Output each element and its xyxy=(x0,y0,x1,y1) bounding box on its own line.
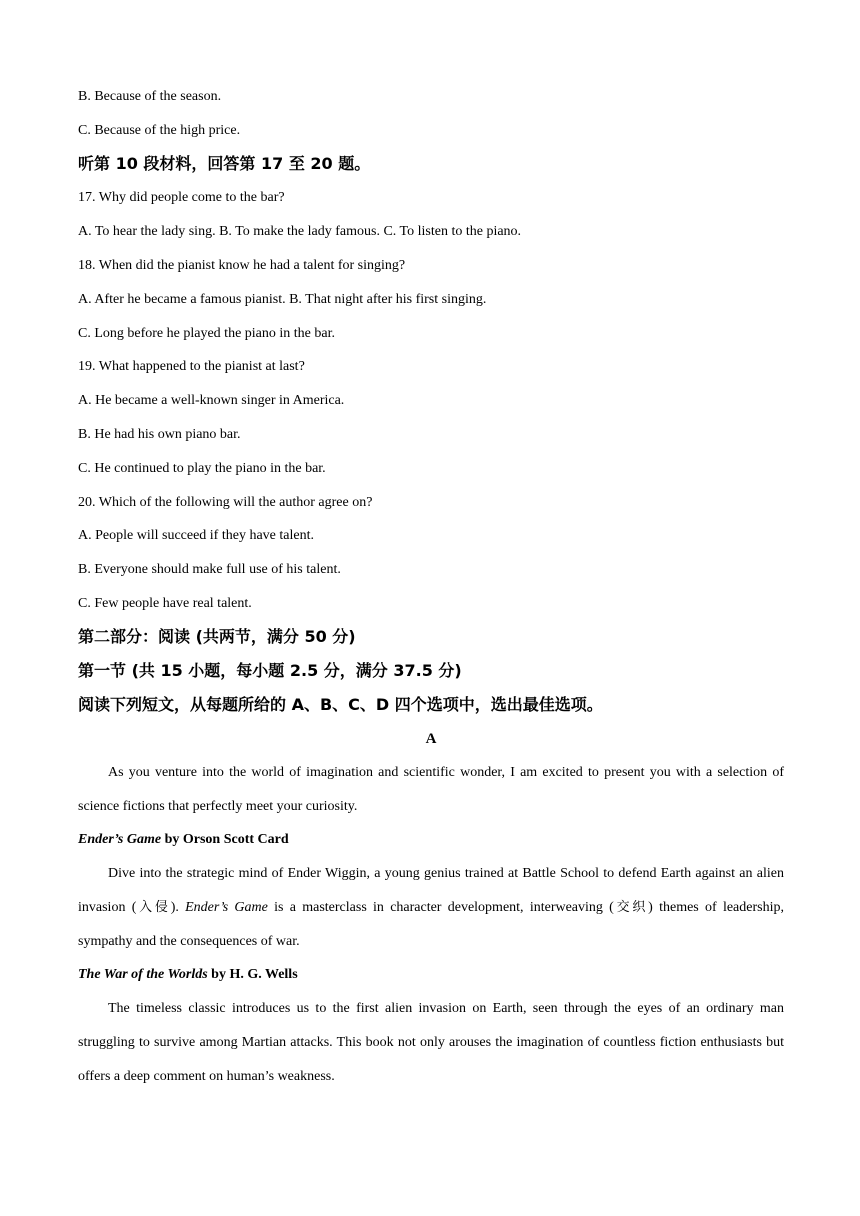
question-19: 19. What happened to the pianist at last? xyxy=(78,359,305,374)
book2-title: The War of the Worlds xyxy=(78,967,208,982)
book1-gloss-invasion: 入侵 xyxy=(136,900,171,915)
question-18-options-ab: A. After he became a famous pianist. B. That night after his first singing. xyxy=(78,292,487,307)
book2-author: by H. G. Wells xyxy=(207,967,298,982)
question-18-option-c: C. Long before he played the piano in the bar. xyxy=(78,326,335,341)
passage-label: A xyxy=(425,731,437,747)
book2-heading xyxy=(78,966,298,984)
part2-heading: 第二部分：阅读 (共两节，满分 50 分) xyxy=(78,627,356,646)
question-19-option-c: C. He continued to play the piano in the bar. xyxy=(78,461,326,476)
question-20-option-a: A. People will succeed if they have talent. xyxy=(78,528,314,543)
book1-desc-part2: ). xyxy=(170,900,186,915)
question-20-option-b: B. Everyone should make full use of his talent. xyxy=(78,562,341,577)
passage-intro: As you venture into the world of imagination and scientific wonder, I am excited to present you with a selection of science fictions that perfectly meet your curiosity. xyxy=(78,765,784,814)
book1-gloss-interweave: 交织 xyxy=(613,900,649,915)
question-20-option-c: C. Few people have real talent. xyxy=(78,596,252,611)
question-20: 20. Which of the following will the author agree on? xyxy=(78,495,373,510)
book1-description xyxy=(78,857,784,959)
book1-heading xyxy=(78,831,289,849)
reading-instruction: 阅读下列短文，从每题所给的 A、B、C、D 四个选项中，选出最佳选项。 xyxy=(78,695,603,714)
question-19-option-b: B. He had his own piano bar. xyxy=(78,427,241,442)
book2-description: The timeless classic introduces us to the first alien invasion on Earth, seen through the eyes of an ordinary man struggling to survive among Martian attacks. This book not only arouses the imagination of countless fiction enthusiasts but offers a deep comment on human’s weakness. xyxy=(78,1001,784,1084)
book1-desc-part4: ) themes of leadership, sympathy and the consequences of war. xyxy=(78,900,784,949)
question-17-options: A. To hear the lady sing. B. To make the lady famous. C. To listen to the piano. xyxy=(78,224,522,239)
question-18: 18. When did the pianist know he had a talent for singing? xyxy=(78,258,406,273)
question-19-option-a: A. He became a well-known singer in America. xyxy=(78,393,345,408)
book1-author: by Orson Scott Card xyxy=(161,832,289,847)
part2-section1-heading: 第一节 (共 15 小题，每小题 2.5 分，满分 37.5 分) xyxy=(78,661,462,680)
book1-desc-part1: Dive into the strategic mind of Ender Wiggin, a young genius trained at Battle School to defend Earth against an alien invasion ( xyxy=(78,866,784,915)
section10-heading: 听第 10 段材料，回答第 17 至 20 题。 xyxy=(78,154,371,173)
question-17: 17. Why did people come to the bar? xyxy=(78,190,285,205)
option-c-line: C. Because of the high price. xyxy=(78,123,241,138)
book1-title: Ender’s Game xyxy=(78,832,162,847)
book1-title-inline: Ender’s Game xyxy=(185,900,268,915)
option-b-line: B. Because of the season. xyxy=(78,89,222,104)
book1-desc-part3: is a masterclass in character development, interweaving ( xyxy=(267,900,614,915)
